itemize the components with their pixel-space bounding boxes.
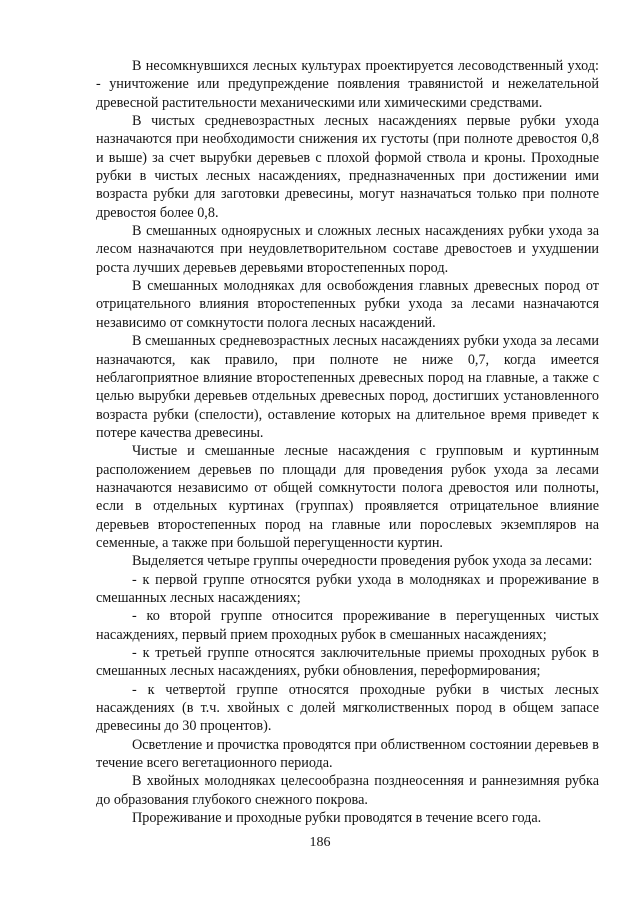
list-item-group-1: - к первой группе относятся рубки ухода в молодняках и прореживание в смешанных лесных насаждениях;	[96, 571, 599, 606]
paragraph-7: Выделяется четыре группы очередности проведения рубок ухода за лесами:	[132, 553, 593, 570]
paragraph-12: Осветление и прочистка проводятся при облиственном состоянии деревьев в течение всего вегетационного периода.	[96, 736, 599, 772]
body-text	[96, 57, 599, 827]
paragraph-1: В несомкнувшихся лесных культурах проектируется лесоводственный уход: - уничтожение или предупреждение появления травянистой и нежелательной древесной растительности механическими или химическими средствами.	[96, 58, 599, 111]
paragraph-5: В смешанных средневозрастных лесных насаждениях рубки ухода за лесами назначаются, как правило, при полноте не ниже 0,7, когда имеется неблагоприятное влияние второстепенных древесных пород на главные, а также с целью вырубки деревьев отдельных древесных пород, достигших установленного возраста рубки (спелости), оставление которых на длительное время приведет к потере качества древесины.	[96, 333, 599, 441]
paragraph-6: Чистые и смешанные лесные насаждения с групповым и куртинным расположением деревьев по площади для проведения рубок ухода за лесами назначаются независимо от общей сомкнутости полога древостоя или полноты, если в отдельных куртинах (группах) проявляется отрицательное влияние деревьев второстепенных пород на главные или порослевых экземпляров на семенные, а также при большой перегущенности куртин.	[96, 443, 599, 551]
list-item-group-4: - к четвертой группе относятся проходные рубки в чистых лесных насаждениях (в т.ч. хвойных с долей мягколиственных пород в общем запасе древесины до 30 процентов).	[96, 681, 599, 735]
list-item-group-2: - ко второй группе относится прореживание в перегущенных чистых насаждениях, первый прием проходных рубок в смешанных насаждениях;	[96, 608, 599, 643]
paragraph-3: В смешанных одноярусных и сложных лесных насаждениях рубки ухода за лесом назначаются при неудовлетворительном составе древостоев и ухудшении роста лучших деревьев деревьями второстепенных пород.	[96, 223, 599, 276]
paragraph-4: В смешанных молодняках для освобождения главных древесных пород от отрицательного влияния второстепенных рубки ухода за лесами назначаются независимо от сомкнутости полога лесных насаждений.	[96, 278, 599, 331]
paragraph-13: В хвойных молодняках целесообразна позднеосенняя и раннезимняя рубка до образования глубокого снежного покрова.	[96, 773, 599, 808]
paragraph-2: В чистых средневозрастных лесных насаждениях первые рубки ухода назначаются при необходимости снижения их густоты (при полноте древостоя 0,8 и выше) за счет вырубки деревьев с плохой формой ствола и кроны. Проходные рубки в чистых лесных насаждениях, предназначенных при достижении ими возраста рубки для заготовки древесины, могут назначаться только при полноте древостоя более 0,8.	[96, 113, 599, 221]
list-item-group-3: - к третьей группе относятся заключительные приемы проходных рубок в смешанных лесных насаждениях, рубки обновления, переформирования;	[96, 645, 599, 680]
page-number: 186	[309, 835, 331, 850]
paragraph-14: Прореживание и проходные рубки проводятся в течение всего года.	[132, 810, 542, 827]
